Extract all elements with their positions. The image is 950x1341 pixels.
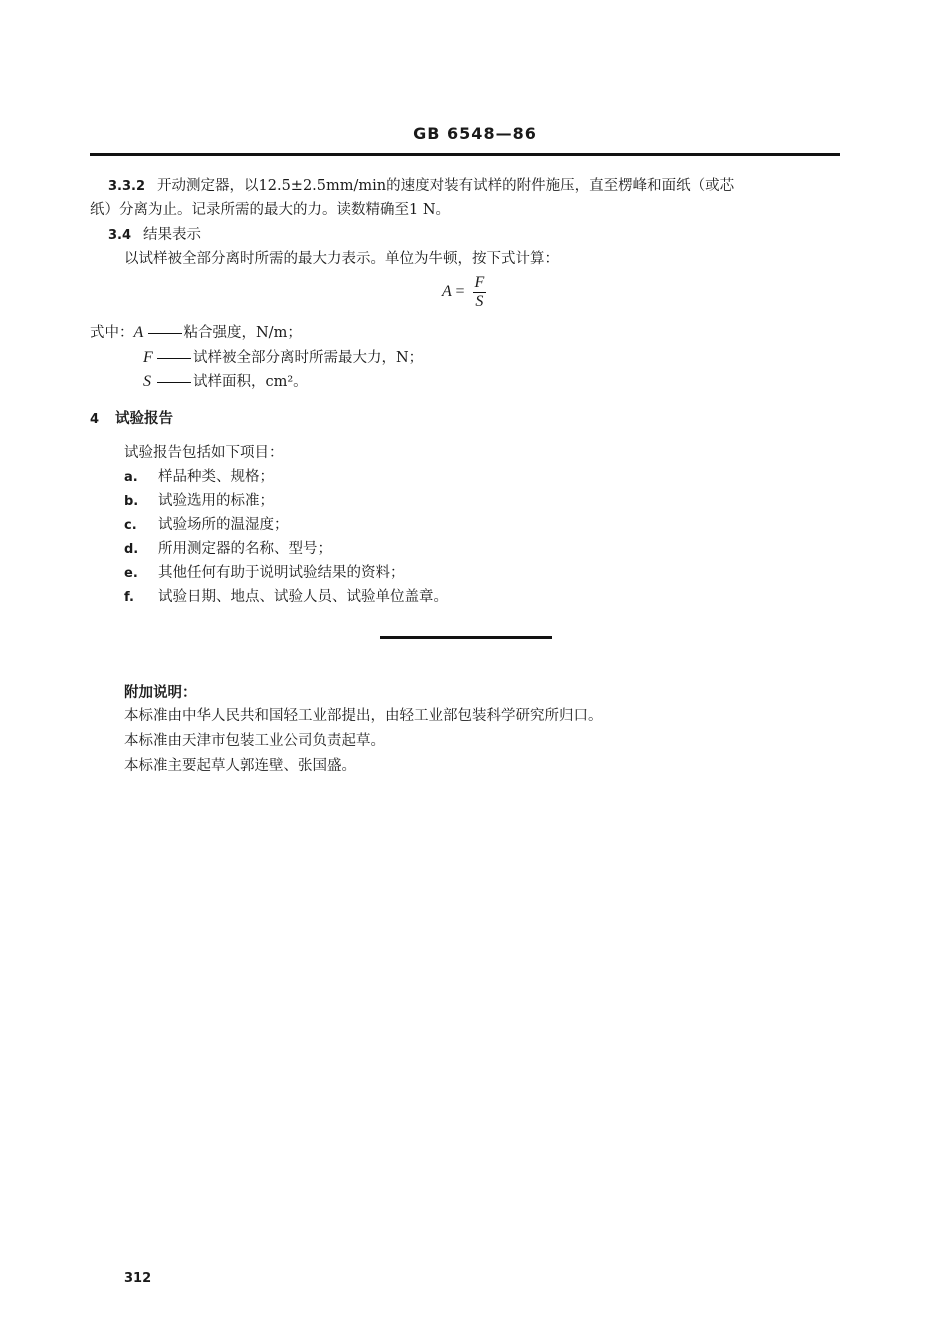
report-item [124,491,274,512]
item-text: 其他任何有助于说明试验结果的资料； [158,565,405,581]
end-rule [380,636,552,639]
formula-equals: = [455,283,465,301]
report-item [124,539,332,560]
item-label: f. [124,590,134,605]
clause-text: 开动测定器，以12.5±2.5mm/min的速度对装有试样的附件施压，直至楞峰和面纸（或芯 [157,178,735,194]
clause-3-4-heading [108,225,201,246]
standard-header: GB 6548—86 [413,124,537,143]
where-line-f [143,348,423,368]
where-prefix: 式中： [90,325,134,341]
clause-3-4-body: 以试样被全部分离时所需的最大力表示。单位为牛顿，按下式计算： [124,251,559,267]
where-desc: 粘合强度，N/m； [183,325,302,341]
item-label: e. [124,566,138,581]
formula-lhs: A [442,283,452,301]
clause-number: 3.3.2 [108,179,146,194]
item-label: d. [124,542,139,557]
report-item [124,515,289,536]
clause-number: 3.4 [108,228,132,243]
formula-numerator: F [474,274,485,291]
clause-title: 结果表示 [143,227,202,243]
report-item [124,587,448,608]
item-text: 试验场所的温湿度； [158,517,289,533]
section-number: 4 [90,412,100,427]
where-line-s [143,372,308,392]
em-dash [157,382,191,383]
item-label: c. [124,518,137,533]
appendix-title: 附加说明： [124,684,197,701]
em-dash [148,333,182,334]
clause-3-3-2-line2: 纸）分离为止。记录所需的最大的力。读数精确至1 N。 [90,202,451,218]
appendix-line: 本标准由天津市包装工业公司负责起草。 [124,733,385,749]
section-4-heading [90,409,173,430]
page-number: 312 [124,1271,152,1286]
appendix-line: 本标准主要起草人郭连壁、张国盛。 [124,758,356,774]
item-text: 所用测定器的名称、型号； [158,541,332,557]
where-line-a [90,323,302,343]
report-intro: 试验报告包括如下项目： [124,445,284,461]
item-label: b. [124,494,139,509]
where-var: A [133,324,144,341]
item-text: 样品种类、规格； [158,469,274,485]
appendix-line: 本标准由中华人民共和国轻工业部提出，由轻工业部包装科学研究所归口。 [124,708,603,724]
em-dash [157,358,191,359]
clause-3-3-2-line1 [108,176,734,197]
formula-fraction [473,274,487,311]
header-rule [90,153,840,156]
item-text: 试验日期、地点、试验人员、试验单位盖章。 [158,589,448,605]
report-item [124,467,274,488]
formula [442,274,486,311]
where-desc: 试样被全部分离时所需最大力，N； [193,350,424,366]
where-var: F [143,349,153,366]
formula-denominator: S [475,293,484,310]
item-text: 试验选用的标准； [158,493,274,509]
report-item [124,563,405,584]
section-title: 试验报告 [115,410,174,427]
where-var: S [143,373,151,390]
item-label: a. [124,470,138,485]
where-desc: 试样面积，cm²。 [193,374,308,390]
